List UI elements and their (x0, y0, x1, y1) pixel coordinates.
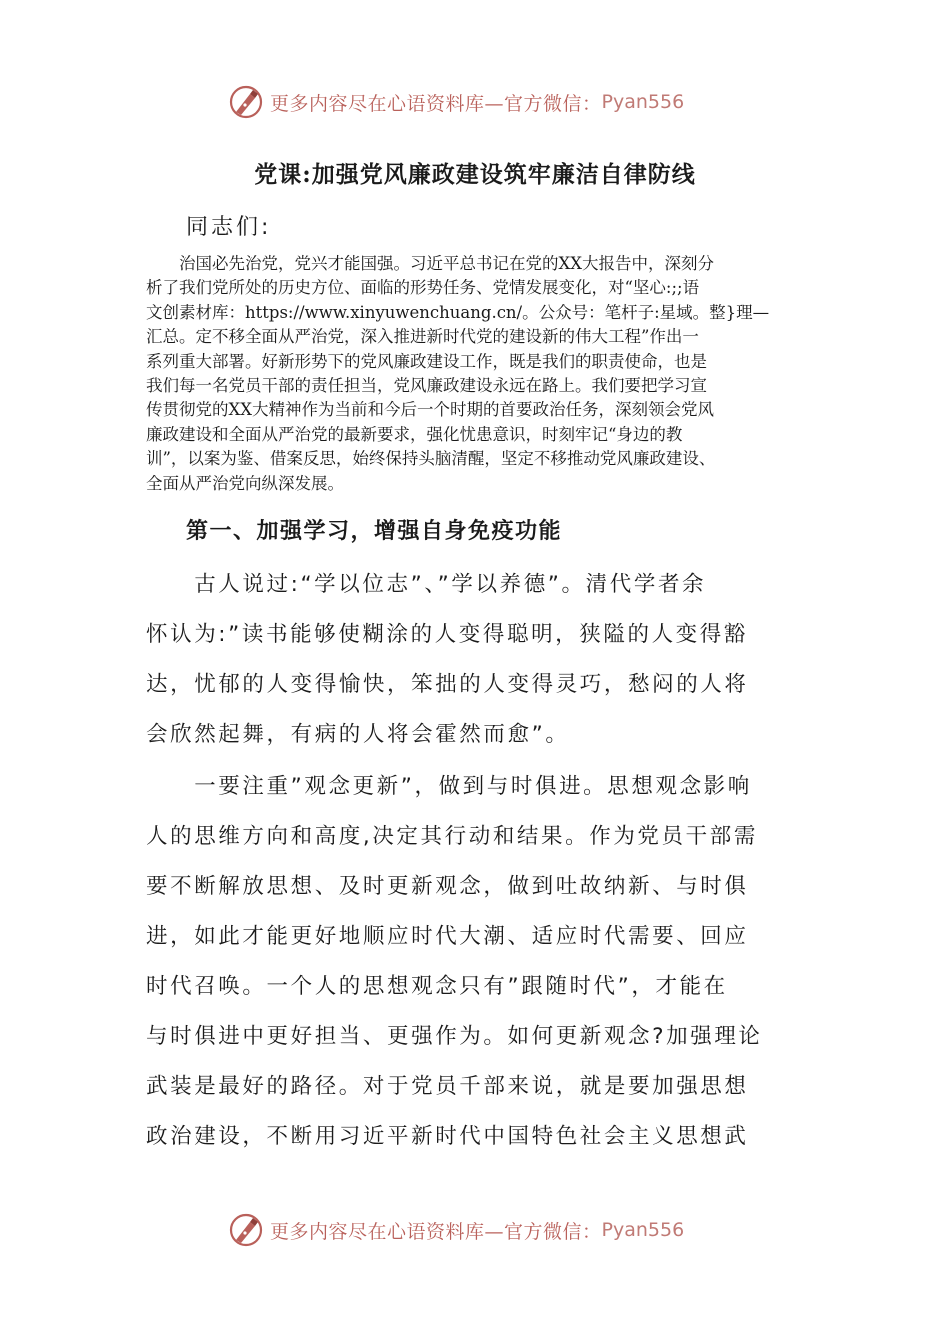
para2-line: 一要注重”观念更新”，做到与时俱进。思想观念影响 (146, 774, 752, 799)
para2-line: 人的思维方向和高度,决定其行动和结果。作为党员干部需 (146, 824, 758, 849)
para1-line: 怀认为:”读书能够使糊涂的人变得聪明，狭隘的人变得豁 (146, 622, 748, 647)
intro-line: 系列重大部署。好新形势下的党风廉政建设工作，既是我们的职责使命，也是 (146, 351, 707, 371)
para2-line: 时代召唤。一个人的思想观念只有”跟随时代”，才能在 (146, 974, 728, 999)
banner-wechat-id: Pyan556 (601, 1219, 685, 1241)
intro-line: 析了我们党所处的历史方位、面临的形势任务、党情发展变化，对“坚心:;;语 (146, 278, 700, 298)
para1-line: 达，忧郁的人变得愉快，笨拙的人变得灵巧，愁闷的人将 (146, 672, 749, 697)
intro-line: 文创素材库：https://www.xinyuwenchuang.cn/。公众号：笔杆子:星域。整}理— (146, 302, 770, 322)
intro-line: 全面从严治党向纵深发展。 (146, 473, 344, 493)
pen-nib-logo-icon (228, 1212, 264, 1248)
para1-line: 会欣然起舞，有病的人将会霍然而愈”。 (146, 722, 570, 747)
para2-line: 政治建设，不断用习近平新时代中国特色社会主义思想武 (146, 1124, 749, 1149)
banner-wechat-id: Pyan556 (601, 91, 685, 113)
pen-nib-logo-icon (228, 84, 264, 120)
section-heading: 第一、加强学习，增强自身免疫功能 (186, 519, 563, 544)
intro-line: 我们每一名党员干部的责任担当，党风廉政建设永远在路上。我们要把学习宣 (146, 375, 707, 395)
para2-line: 武装是最好的路径。对于党员千部来说，就是要加强思想 (146, 1074, 749, 1099)
header-banner (228, 80, 684, 124)
banner-text: 更多内容尽在心语资料库—官方微信： (270, 92, 602, 115)
intro-line: 治国必先治党，党兴才能国强。习近平总书记在党的XX大报告中，深刻分 (146, 254, 714, 273)
intro-line: 廉政建设和全面从严治党的最新要求，强化忧患意识，时刻牢记“身边的教 (146, 424, 683, 444)
intro-line: 训”，以案为鉴、借案反思，始终保持头脑清醒，坚定不移推动党风廉政建设、 (146, 449, 716, 469)
intro-paragraph (146, 252, 816, 496)
footer-banner (228, 1208, 684, 1252)
page-title: 党课:加强党风廉政建设筑牢廉洁自律防线 (254, 161, 696, 188)
salutation: 同志们: (186, 215, 272, 240)
intro-line: 传贯彻党的XX大精神作为当前和今后一个时期的首要政治任务，深刻领会党风 (146, 400, 714, 420)
intro-line: 汇总。定不移全面从严治党，深入推进新时代党的建设新的伟大工程”作出一 (146, 327, 699, 347)
para1-line: 古人说过:“学以位志”、”学以养德”。清代学者余 (146, 572, 707, 597)
para2-line: 要不断解放思想、及时更新观念，做到吐故纳新、与时俱 (146, 874, 749, 899)
banner-text: 更多内容尽在心语资料库—官方微信： (270, 1220, 602, 1243)
para2-line: 与时俱进中更好担当、更强作为。如何更新观念?加强理论 (146, 1024, 763, 1049)
para2-line: 进，如此才能更好地顺应时代大潮、适应时代需要、回应 (146, 924, 749, 949)
